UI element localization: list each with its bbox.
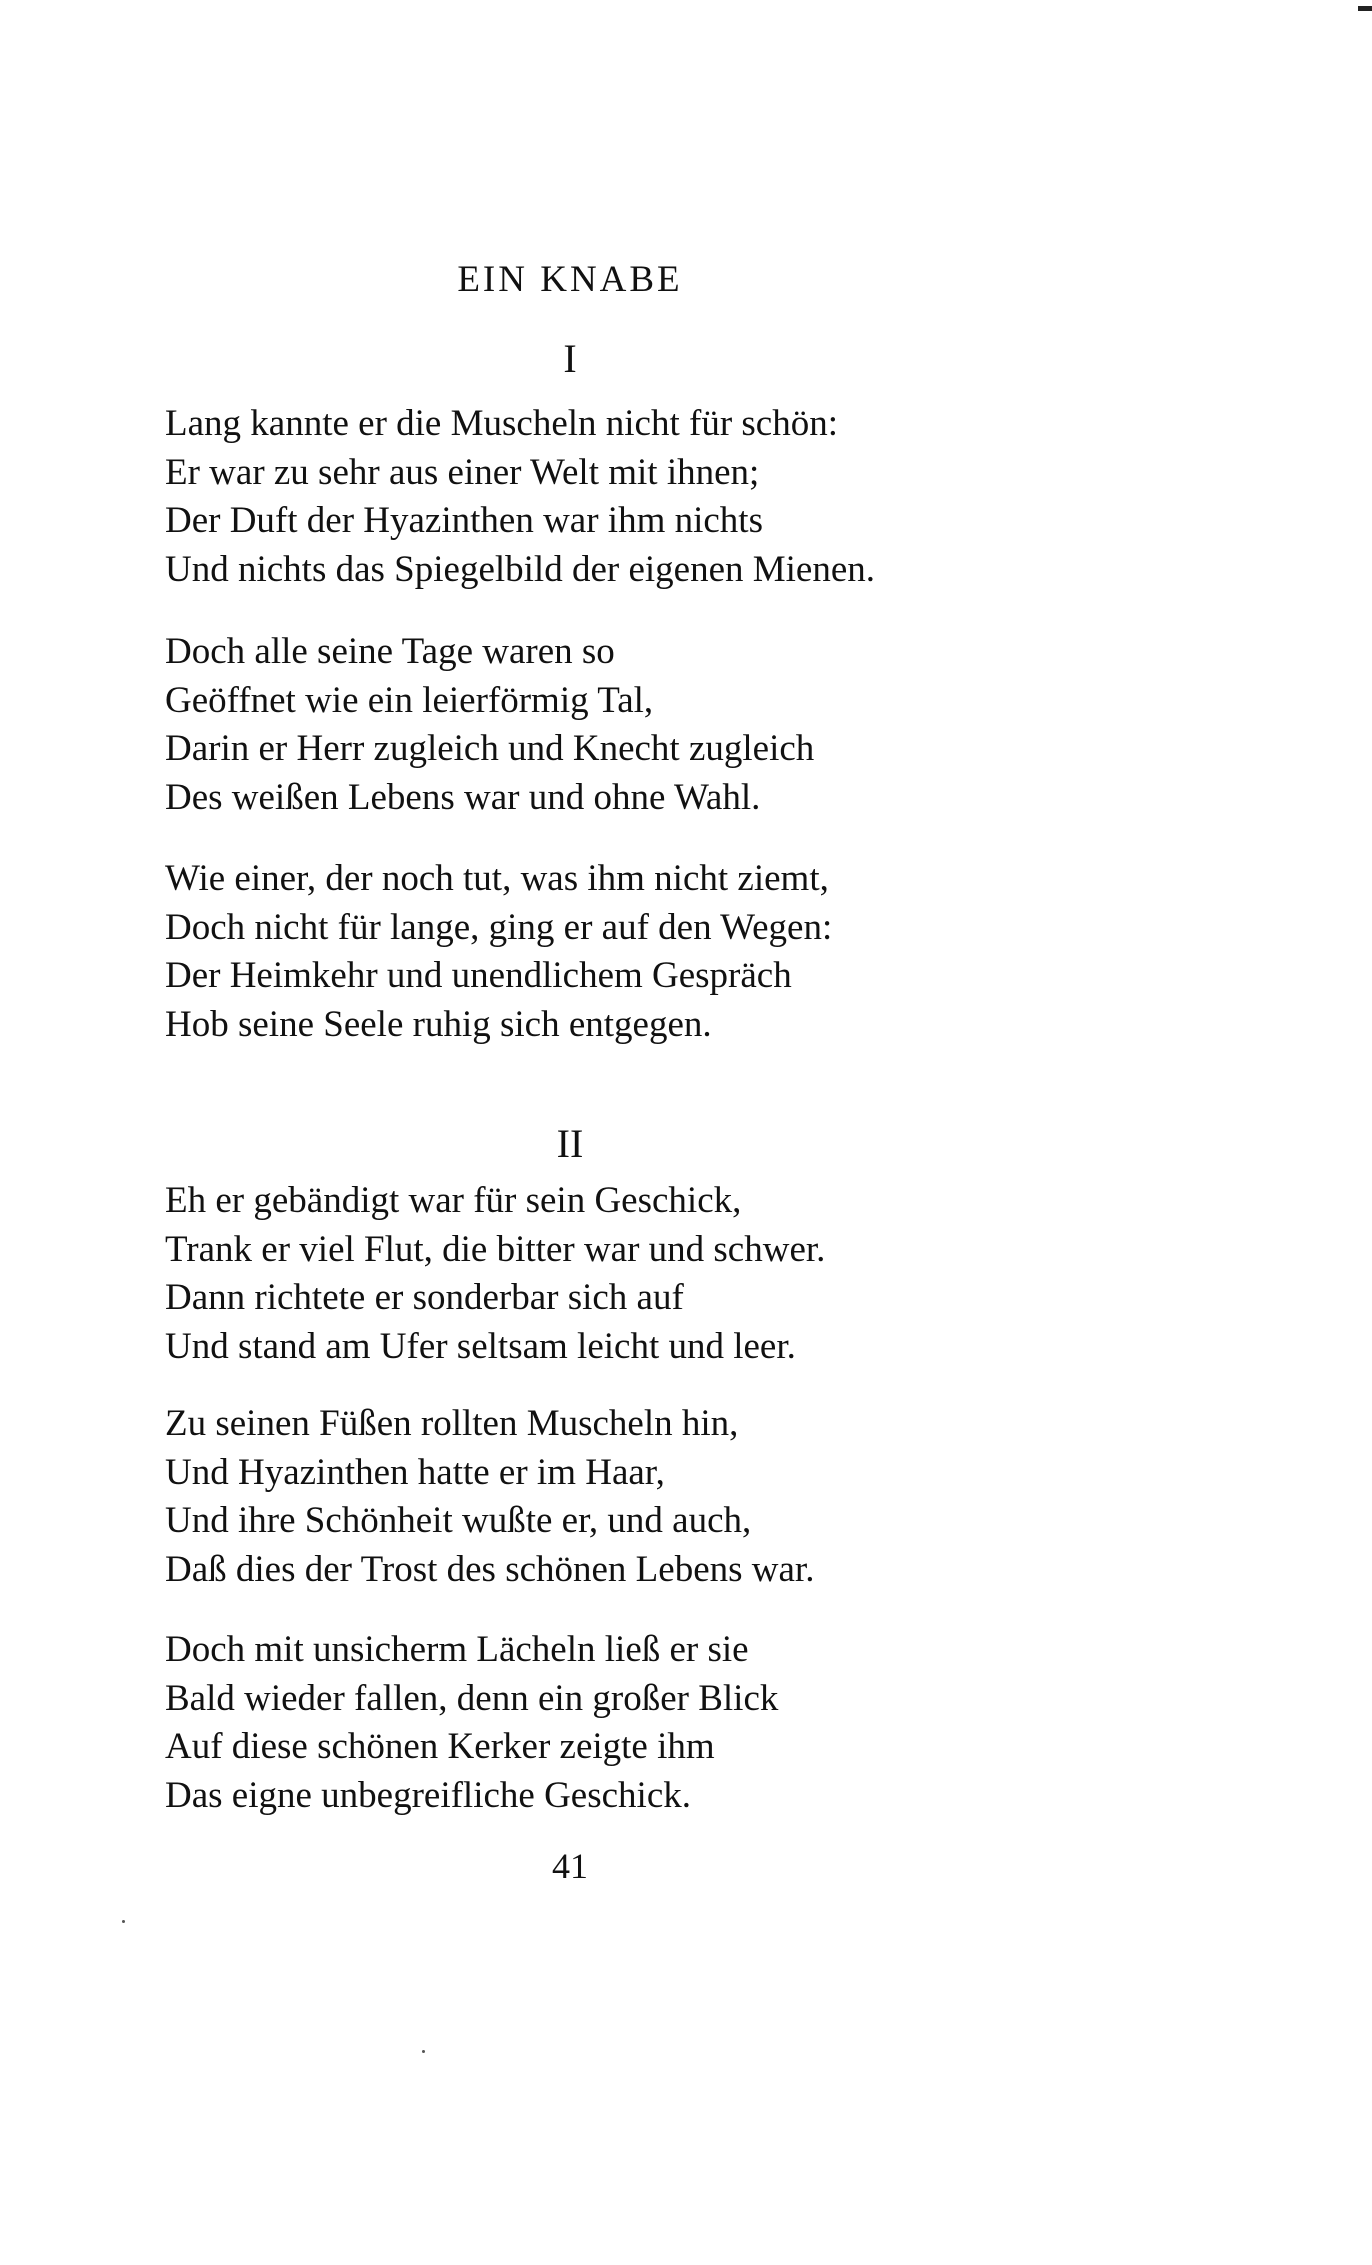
verse-line: Der Heimkehr und unendlichem Gespräch bbox=[165, 955, 792, 997]
verse-line: Doch alle seine Tage waren so bbox=[165, 631, 615, 672]
verse-line: Daß dies der Trost des schönen Lebens war. bbox=[165, 1549, 815, 1591]
stanza-1-2 bbox=[165, 628, 1065, 823]
verse-line: Geöffnet wie ein leierförmig Tal, bbox=[165, 679, 654, 721]
verse-line: Und ihre Schönheit wußte er, und auch, bbox=[165, 1500, 752, 1542]
poem-title: EIN KNABE bbox=[457, 259, 683, 300]
verse-line: Und Hyazinthen hatte er im Haar, bbox=[165, 1451, 665, 1493]
stanza-2-3 bbox=[165, 1626, 1065, 1821]
verse-line: Doch mit unsicherm Lächeln ließ er sie bbox=[165, 1629, 749, 1670]
verse-line: Zu seinen Füßen rollten Muscheln hin, bbox=[165, 1403, 739, 1444]
verse-line: Das eigne unbegreifliche Geschick. bbox=[165, 1775, 692, 1817]
verse-line: Er war zu sehr aus einer Welt mit ihnen; bbox=[165, 451, 760, 493]
verse-line: Lang kannte er die Muscheln nicht für schön: bbox=[165, 403, 838, 444]
verse-line: Dann richtete er sonderbar sich auf bbox=[165, 1277, 684, 1319]
stanza-2-1 bbox=[165, 1177, 1065, 1372]
scan-speck bbox=[122, 1920, 125, 1923]
scan-speck bbox=[422, 2050, 425, 2053]
verse-line: Der Duft der Hyazinthen war ihm nichts bbox=[165, 500, 763, 542]
verse-line: Des weißen Lebens war und ohne Wahl. bbox=[165, 777, 761, 819]
verse-line: Trank er viel Flut, die bitter war und schwer. bbox=[165, 1228, 826, 1270]
stanza-1-1 bbox=[165, 400, 1065, 595]
verse-line: Bald wieder fallen, denn ein großer Blick bbox=[165, 1677, 779, 1719]
verse-line: Wie einer, der noch tut, was ihm nicht ziemt, bbox=[165, 858, 829, 899]
verse-line: Auf diese schönen Kerker zeigte ihm bbox=[165, 1726, 715, 1768]
page-number: 41 bbox=[552, 1846, 588, 1886]
scan-edge-mark bbox=[1358, 6, 1372, 11]
verse-line: Und nichts das Spiegelbild der eigenen Mienen. bbox=[165, 549, 876, 591]
stanza-2-2 bbox=[165, 1400, 1065, 1595]
stanza-1-3 bbox=[165, 855, 1065, 1050]
verse-line: Eh er gebändigt war für sein Geschick, bbox=[165, 1180, 742, 1221]
verse-line: Und stand am Ufer seltsam leicht und leer. bbox=[165, 1326, 796, 1368]
section-number-2: II bbox=[556, 1121, 584, 1166]
verse-line: Darin er Herr zugleich und Knecht zugleich bbox=[165, 728, 815, 770]
verse-line: Hob seine Seele ruhig sich entgegen. bbox=[165, 1004, 712, 1046]
section-number-1: I bbox=[563, 336, 577, 381]
verse-line: Doch nicht für lange, ging er auf den Wegen: bbox=[165, 906, 833, 948]
